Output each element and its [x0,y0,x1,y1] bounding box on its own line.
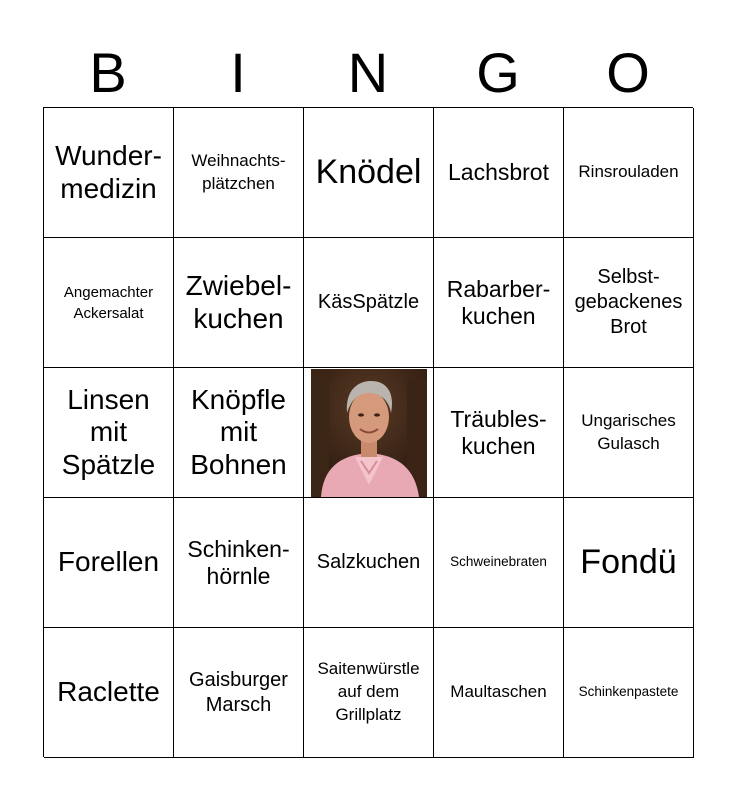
bingo-cell[interactable] [174,108,304,238]
cell-text: Wunder- medizin [55,140,162,204]
cell-text: Schinken- hörnle [187,536,290,589]
header-letter-b: B [89,41,127,104]
bingo-cell[interactable] [564,238,694,368]
header-letter-i: I [230,41,246,104]
bingo-cell[interactable] [174,628,304,758]
bingo-cell[interactable] [564,108,694,238]
bingo-cell[interactable] [174,238,304,368]
bingo-cell[interactable] [44,498,174,628]
bingo-cell[interactable] [44,108,174,238]
cell-text: Zwiebel- kuchen [185,270,292,334]
bingo-cell[interactable] [44,628,174,758]
cell-text: Weihnachts- plätzchen [191,150,286,193]
bingo-cell[interactable] [174,498,304,628]
cell-text: Raclette [57,676,160,708]
bingo-cell[interactable] [304,628,434,758]
bingo-cell[interactable] [564,498,694,628]
cell-text: Saitenwürstle auf dem Grillplatz [317,659,420,724]
cell-text: Selbst- gebackenes Brot [574,266,683,338]
bingo-cell[interactable] [434,108,564,238]
bingo-board [43,107,693,757]
cell-text: KäsSpätzle [317,291,420,313]
cell-text: Forellen [57,546,160,578]
cell-text: Gaisburger Marsch [189,668,288,716]
cell-text: Lachsbrot [447,159,549,186]
cell-text: Fondü [580,542,677,581]
cell-text: Salzkuchen [316,551,421,573]
cell-text: Knödel [315,152,422,191]
bingo-cell[interactable] [434,238,564,368]
cell-text: Schinkenpastete [578,684,679,700]
free-space-cell[interactable] [304,368,434,498]
bingo-cell[interactable] [304,498,434,628]
bingo-cell[interactable] [564,368,694,498]
header-letter-n: N [347,41,389,104]
cell-text: Linsen mit Spätzle [61,384,156,480]
portrait-photo [311,369,427,497]
cell-text: Angemachter Ackersalat [63,283,154,322]
bingo-cell[interactable] [44,368,174,498]
cell-text: Knöpfle mit Bohnen [190,384,287,480]
cell-text: Rinsrouladen [578,162,679,182]
header-letter-o: O [606,41,650,104]
cell-text: Ungarisches Gulasch [581,410,676,453]
bingo-cell[interactable] [174,368,304,498]
bingo-cell[interactable] [44,238,174,368]
bingo-header [43,40,693,106]
bingo-cell[interactable] [304,108,434,238]
cell-text: Träubles- kuchen [450,406,547,459]
bingo-cell[interactable] [434,498,564,628]
header-letter-g: G [476,41,520,104]
cell-text: Schweinebraten [450,554,547,570]
bingo-cell[interactable] [304,238,434,368]
bingo-cell[interactable] [564,628,694,758]
bingo-cell[interactable] [434,628,564,758]
bingo-cell[interactable] [434,368,564,498]
cell-text: Maultaschen [450,682,547,702]
cell-text: Rabarber- kuchen [446,276,551,329]
